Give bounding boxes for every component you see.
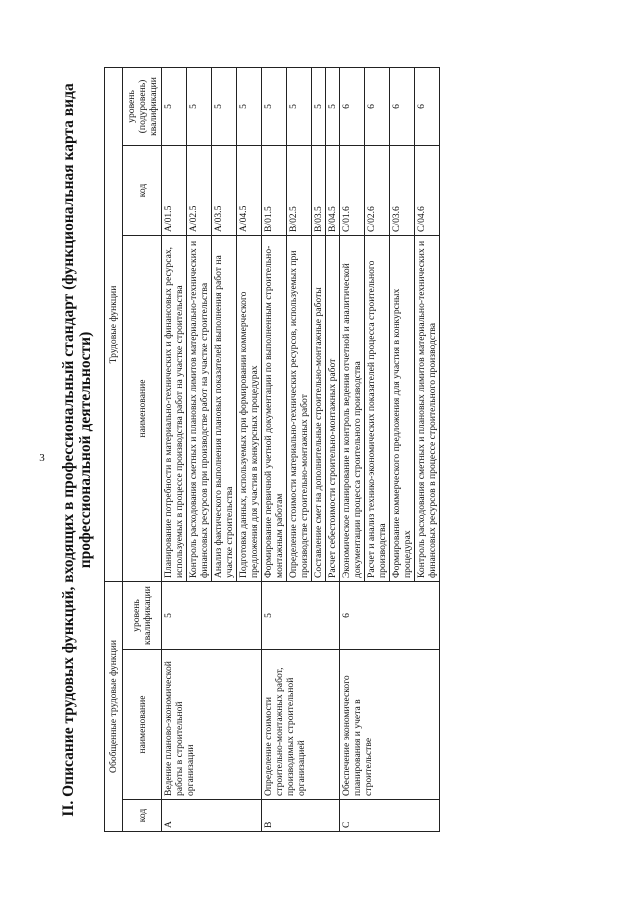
table-row	[262, 67, 287, 831]
functional-map-table	[104, 67, 440, 832]
group-level: 5	[162, 582, 262, 650]
group-level: 5	[262, 582, 340, 650]
function-name: Подготовка данных, используемых при формировании коммерческого предложения для участия в конкурсных процедурах	[237, 236, 262, 582]
table-row	[162, 67, 187, 831]
function-name: Экономическое планирование и контроль ведения отчетной и аналитической документации процесса строительного производства	[340, 236, 365, 582]
function-code: A/02.5	[187, 146, 212, 236]
function-level: 6	[390, 67, 415, 145]
header-generalized-functions: Обобщенные трудовые функции	[105, 582, 123, 832]
function-code: A/04.5	[237, 146, 262, 236]
function-code: C/02.6	[365, 146, 390, 236]
header-level: уровень квалификации	[123, 582, 162, 650]
function-level: 5	[162, 67, 187, 145]
function-level: 5	[262, 67, 287, 145]
header-sublevel: уровень (подуровень) квалификации	[123, 67, 162, 145]
group-level: 6	[340, 582, 440, 650]
function-level: 6	[365, 67, 390, 145]
function-code: A/03.5	[212, 146, 237, 236]
group-name: Ведение планово-экономической работы в строительной организации	[162, 650, 262, 800]
function-code: B/04.5	[326, 146, 340, 236]
function-level: 5	[187, 67, 212, 145]
function-name: Определение стоимости материально-технических ресурсов, используемых при производстве строительно-монтажных работ	[287, 236, 312, 582]
function-name: Анализ фактического выполнения плановых показателей выполнения работ на участке строительства	[212, 236, 237, 582]
header-row-2	[123, 67, 162, 831]
header-function-name: наименование	[123, 236, 162, 582]
group-code: A	[162, 800, 262, 832]
group-name: Обеспечение экономического планирования и учета в строительстве	[340, 650, 440, 800]
function-level: 5	[312, 67, 326, 145]
function-name: Планирование потребности в материально-технических и финансовых ресурсах, используемых в процессе производства работ на участке строительства	[162, 236, 187, 582]
table-row	[340, 67, 365, 831]
function-level: 6	[340, 67, 365, 145]
header-function-code: код	[123, 146, 162, 236]
function-code: B/01.5	[262, 146, 287, 236]
page-number: 3	[39, 452, 45, 464]
function-name: Контроль расходования сметных и плановых лимитов материально-технических и финансовых ресурсов в процессе строительного производства	[415, 236, 440, 582]
section-title: II. Описание трудовых функций, входящих в профессиональный стандарт (функциональная карта вида профессиональной деятельности)	[60, 83, 94, 817]
function-code: C/01.6	[340, 146, 365, 236]
header-row-1	[105, 67, 123, 831]
function-level: 5	[237, 67, 262, 145]
function-name: Расчет и анализ технико-экономических показателей процесса строительного производства	[365, 236, 390, 582]
function-code: C/03.6	[390, 146, 415, 236]
landscape-layer	[60, 60, 630, 840]
function-name: Расчет себестоимости строительно-монтажных работ	[326, 236, 340, 582]
function-level: 5	[212, 67, 237, 145]
function-level: 5	[326, 67, 340, 145]
rotated-page-content	[60, 60, 630, 840]
header-code: код	[123, 800, 162, 832]
function-name: Формирование коммерческого предложения для участия в конкурсных процедурах	[390, 236, 415, 582]
function-code: A/01.5	[162, 146, 187, 236]
function-code: B/02.5	[287, 146, 312, 236]
group-code: C	[340, 800, 440, 832]
function-name: Контроль расходования сметных и плановых лимитов материально-технических и финансовых ресурсов при производстве работ на участке строительства	[187, 236, 212, 582]
header-labor-functions: Трудовые функции	[105, 67, 123, 581]
function-level: 6	[415, 67, 440, 145]
group-code: B	[262, 800, 340, 832]
function-name: Формирование первичной учетной документации по выполненным строительно-монтажным работам	[262, 236, 287, 582]
header-name: наименование	[123, 650, 162, 800]
group-name: Определение стоимости строительно-монтажных работ, производимых строительной организацией	[262, 650, 340, 800]
function-code: B/03.5	[312, 146, 326, 236]
function-name: Составление смет на дополнительные строительно-монтажные работы	[312, 236, 326, 582]
function-code: C/04.6	[415, 146, 440, 236]
function-level: 5	[287, 67, 312, 145]
